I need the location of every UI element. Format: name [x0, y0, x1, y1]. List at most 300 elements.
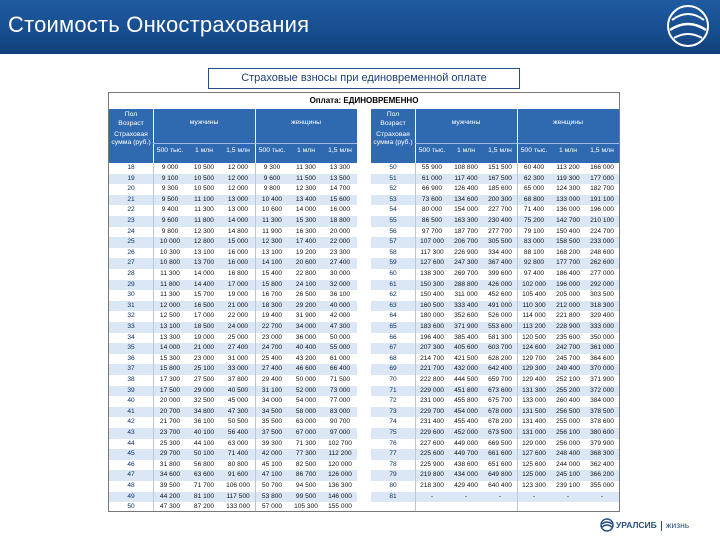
- premium-cell: 187 700: [454, 227, 478, 235]
- table-row: [371, 428, 619, 439]
- age-cell: 28: [127, 270, 135, 277]
- table-row: [371, 449, 619, 460]
- table-row: [371, 481, 619, 492]
- age-cell: 43: [127, 429, 135, 436]
- age-cell: 73: [389, 407, 397, 415]
- premium-cell: 405 600: [454, 344, 478, 352]
- premium-cell: 117 400: [454, 174, 478, 182]
- table-row: [371, 195, 619, 206]
- premium-cell: 77 000: [329, 397, 351, 405]
- premium-cell: 17 000: [193, 312, 215, 320]
- header-sum-500k: 500 тыс.: [418, 147, 446, 154]
- table-row: [109, 364, 357, 375]
- premium-cell: 36 000: [295, 333, 317, 341]
- age-cell: 64: [389, 312, 397, 320]
- premium-cell: 54 000: [295, 397, 317, 405]
- header-sum-500k: 500 тыс.: [258, 147, 286, 154]
- premium-cell: 80 000: [421, 206, 443, 214]
- table-row: [109, 396, 357, 407]
- table-row: [371, 174, 619, 185]
- table-row: [371, 258, 619, 269]
- premium-cell: 23 300: [329, 248, 351, 256]
- premium-cell: 186 400: [556, 270, 580, 277]
- premium-cell: 150 400: [556, 227, 580, 235]
- premium-cell: 334 400: [488, 248, 512, 256]
- brand-name: УРАЛСИБ: [616, 520, 657, 530]
- premium-cell: 13 000: [227, 195, 249, 203]
- premium-cell: 31 800: [159, 460, 181, 468]
- age-cell: 75: [389, 429, 397, 436]
- premium-cell: 80 800: [227, 460, 249, 468]
- premium-cell: 214 700: [420, 354, 444, 362]
- premium-cell: 13 100: [261, 248, 283, 256]
- premium-cell: 191 100: [590, 195, 614, 203]
- premium-cell: 329 400: [590, 312, 614, 320]
- premium-cell: 221 700: [420, 365, 444, 373]
- age-cell: 41: [127, 407, 135, 415]
- premium-cell: 129 000: [522, 439, 546, 447]
- premium-cell: 230 400: [488, 217, 512, 224]
- age-cell: 50: [389, 164, 397, 171]
- premium-cell: 22 700: [261, 323, 283, 330]
- premium-table: [108, 92, 620, 512]
- age-cell: 74: [389, 418, 397, 426]
- premium-cell: 10 600: [261, 206, 283, 214]
- premium-cell: 452 000: [454, 429, 478, 436]
- premium-cell: 50 000: [329, 333, 351, 341]
- premium-cell: 167 500: [488, 174, 512, 182]
- premium-cell: 438 600: [454, 460, 478, 468]
- premium-cell: 58 000: [295, 407, 317, 415]
- premium-cell: 526 000: [488, 312, 512, 320]
- premium-cell: -: [532, 492, 536, 500]
- premium-cell: 133 000: [226, 503, 250, 511]
- premium-cell: 20 000: [329, 227, 351, 235]
- premium-cell: 97 700: [421, 227, 443, 235]
- premium-cell: 15 300: [295, 217, 317, 224]
- premium-cell: 13 100: [193, 248, 215, 256]
- premium-cell: 40 100: [193, 429, 215, 436]
- premium-cell: 12 000: [227, 164, 249, 171]
- header-sum-500k: 500 тыс.: [156, 147, 184, 154]
- table-row: [371, 311, 619, 322]
- premium-cell: 182 700: [590, 185, 614, 193]
- premium-cell: 27 400: [227, 344, 249, 352]
- age-cell: 42: [127, 418, 135, 426]
- premium-cell: 14 400: [193, 280, 215, 288]
- premium-cell: 371 900: [454, 323, 478, 330]
- premium-cell: 13 700: [193, 259, 215, 267]
- premium-cell: 385 400: [454, 333, 478, 341]
- premium-cell: 10 500: [193, 185, 215, 193]
- premium-cell: 288 800: [454, 280, 478, 288]
- premium-cell: 25 300: [159, 439, 181, 447]
- premium-cell: 12 000: [227, 185, 249, 193]
- premium-cell: 449 000: [454, 439, 478, 447]
- premium-cell: 225 900: [420, 460, 444, 468]
- premium-cell: 9 500: [161, 195, 179, 203]
- age-cell: 70: [389, 376, 397, 383]
- premium-cell: 16 500: [193, 301, 215, 309]
- table-row: [371, 375, 619, 386]
- premium-cell: 81 100: [193, 492, 215, 500]
- premium-cell: 47 300: [159, 503, 181, 511]
- table-row: [371, 333, 619, 344]
- premium-cell: 127 600: [522, 450, 546, 458]
- age-cell: 80: [389, 482, 397, 489]
- premium-cell: 218 300: [420, 482, 444, 489]
- header-divider: [153, 109, 154, 163]
- premium-cell: 455 400: [454, 418, 478, 426]
- premium-cell: 131 000: [522, 429, 546, 436]
- premium-cell: 50 100: [193, 450, 215, 458]
- premium-cell: 14 800: [227, 227, 249, 235]
- premium-cell: 154 000: [454, 206, 478, 214]
- premium-cell: 11 800: [194, 217, 214, 224]
- premium-cell: 449 700: [454, 450, 478, 458]
- age-cell: 40: [127, 397, 135, 405]
- premium-cell: 350 000: [590, 333, 614, 341]
- column-divider: [153, 163, 154, 511]
- premium-cell: 126 400: [454, 185, 478, 193]
- premium-cell: 124 300: [556, 185, 580, 193]
- premium-cell: 200 300: [488, 195, 512, 203]
- premium-cell: 113 200: [522, 323, 546, 330]
- premium-cell: 134 600: [454, 195, 478, 203]
- premium-cell: 22 000: [329, 238, 351, 246]
- premium-cell: 36 100: [193, 418, 215, 426]
- premium-cell: 15 800: [159, 365, 181, 373]
- premium-cell: 675 700: [488, 397, 512, 405]
- premium-cell: 16 000: [227, 248, 249, 256]
- brand-tagline: жизнь: [665, 520, 690, 530]
- premium-cell: 361 000: [590, 344, 614, 352]
- header-sum-1m: 1 млн: [456, 147, 476, 154]
- page-title: Стоимость Онкострахования: [8, 12, 310, 37]
- age-cell: 56: [389, 227, 397, 235]
- premium-cell: 25 400: [261, 354, 283, 362]
- premium-cell: 136 000: [556, 206, 580, 214]
- premium-cell: 86 700: [295, 471, 317, 479]
- header-sex-label: Пол: [124, 111, 138, 118]
- premium-cell: 37 800: [227, 376, 249, 383]
- premium-cell: 661 600: [488, 450, 512, 458]
- table-row: [109, 280, 357, 291]
- header-banner: [0, 0, 720, 54]
- header-age-label: Возраст: [380, 120, 406, 127]
- premium-cell: 333 400: [454, 301, 478, 309]
- premium-cell: 379 900: [590, 439, 614, 447]
- table-row: [371, 227, 619, 238]
- age-cell: 39: [127, 386, 135, 394]
- table-row: [371, 301, 619, 312]
- table-row: [109, 460, 357, 471]
- table-row: [371, 280, 619, 291]
- premium-cell: 19 400: [261, 312, 283, 320]
- header-sum-1-5m: 1,5 млн: [328, 147, 352, 154]
- premium-cell: 86 500: [421, 217, 443, 224]
- premium-cell: 256 000: [556, 439, 580, 447]
- premium-cell: 131 500: [522, 407, 546, 415]
- premium-cell: 11 800: [160, 280, 180, 288]
- premium-cell: -: [600, 492, 604, 500]
- age-cell: 68: [389, 354, 397, 362]
- premium-cell: 150 400: [420, 291, 444, 299]
- table-row: [371, 343, 619, 354]
- table-row: [371, 470, 619, 481]
- premium-cell: 20 700: [159, 407, 181, 415]
- premium-cell: 14 000: [295, 206, 317, 214]
- premium-cell: 229 600: [420, 429, 444, 436]
- premium-cell: 77 300: [295, 450, 317, 458]
- premium-cell: 25 100: [193, 365, 215, 373]
- globe-logo-icon: [664, 2, 712, 50]
- age-cell: 77: [389, 450, 397, 458]
- premium-cell: 92 800: [523, 259, 545, 267]
- premium-cell: 91 600: [227, 471, 249, 479]
- column-divider: [517, 163, 518, 511]
- premium-cell: 73 000: [329, 386, 351, 394]
- table-row: [109, 195, 357, 206]
- age-cell: 22: [127, 206, 135, 214]
- table-row: [371, 237, 619, 248]
- premium-cell: 180 000: [420, 312, 444, 320]
- premium-cell: 13 300: [159, 333, 181, 341]
- premium-cell: 659 700: [488, 376, 512, 383]
- age-cell: 25: [127, 238, 135, 246]
- premium-cell: 34 500: [261, 407, 283, 415]
- age-cell: 38: [127, 376, 135, 383]
- premium-cell: 210 100: [590, 217, 614, 224]
- premium-cell: 355 000: [590, 482, 614, 489]
- premium-cell: 16 700: [261, 291, 283, 299]
- uralsib-mark-icon: [600, 518, 614, 532]
- header-women-label: женщины: [290, 119, 322, 126]
- premium-cell: 75 200: [523, 217, 545, 224]
- premium-cell: 235 600: [556, 333, 580, 341]
- age-cell: 44: [127, 439, 135, 447]
- age-cell: 58: [389, 248, 397, 256]
- table-row: [371, 417, 619, 428]
- premium-cell: 9 600: [161, 217, 179, 224]
- premium-cell: 318 300: [590, 301, 614, 309]
- premium-cell: 13 300: [329, 164, 351, 171]
- column-divider: [255, 163, 256, 511]
- premium-cell: 11 300: [296, 164, 316, 171]
- age-cell: 37: [127, 365, 135, 373]
- premium-cell: 113 200: [556, 164, 580, 171]
- age-cell: 29: [127, 280, 135, 288]
- premium-cell: 27 400: [329, 259, 351, 267]
- premium-cell: 131 300: [522, 386, 546, 394]
- premium-cell: -: [498, 492, 502, 500]
- age-cell: 67: [389, 344, 397, 352]
- premium-cell: 117 500: [226, 492, 250, 500]
- premium-cell: 61 000: [421, 174, 443, 182]
- premium-cell: 71 400: [227, 450, 249, 458]
- premium-cell: 10 500: [193, 164, 215, 171]
- premium-cell: 43 200: [295, 354, 317, 362]
- premium-cell: 18 300: [261, 301, 283, 309]
- premium-cell: 46 600: [295, 365, 317, 373]
- table-row: [109, 311, 357, 322]
- premium-cell: 13 500: [329, 174, 351, 182]
- premium-cell: 56 800: [193, 460, 215, 468]
- age-cell: 52: [389, 185, 397, 193]
- header-women-label: женщины: [552, 119, 584, 126]
- premium-cell: 71 300: [295, 439, 317, 447]
- premium-cell: 133 000: [522, 397, 546, 405]
- premium-cell: 432 000: [454, 365, 478, 373]
- premium-cell: 21 700: [159, 418, 181, 426]
- premium-cell: 40 000: [329, 301, 351, 309]
- table-caption: Оплата: ЕДИНОВРЕМЕННО: [309, 96, 419, 105]
- premium-cell: 14 000: [193, 270, 215, 277]
- age-cell: 49: [127, 492, 135, 500]
- premium-cell: 21 000: [193, 344, 215, 352]
- premium-cell: 177 000: [590, 174, 614, 182]
- premium-cell: 15 600: [329, 195, 351, 203]
- age-cell: 32: [127, 312, 135, 320]
- premium-cell: 26 500: [295, 291, 317, 299]
- table-row: [371, 492, 619, 503]
- premium-cell: 206 700: [454, 238, 478, 246]
- premium-cell: 30 000: [329, 270, 351, 277]
- premium-cell: 367 400: [488, 259, 512, 267]
- table-row: [109, 216, 357, 227]
- premium-cell: 40 400: [295, 344, 317, 352]
- header-sex-label: Пол: [386, 111, 400, 118]
- premium-cell: 491 000: [488, 301, 512, 309]
- premium-cell: 311 000: [454, 291, 478, 299]
- age-cell: 66: [389, 333, 397, 341]
- premium-cell: 131 400: [522, 418, 546, 426]
- premium-cell: 185 600: [488, 185, 512, 193]
- premium-cell: 27 400: [261, 365, 283, 373]
- header-sum-label: Страховая сумма (руб.): [111, 131, 151, 146]
- premium-cell: 18 800: [329, 217, 351, 224]
- premium-cell: 333 000: [590, 323, 614, 330]
- premium-cell: 53 800: [261, 492, 283, 500]
- premium-cell: 112 200: [328, 450, 352, 458]
- premium-cell: 245 700: [556, 354, 580, 362]
- footer-brand: [616, 518, 689, 532]
- premium-cell: 168 200: [556, 248, 580, 256]
- premium-cell: 244 000: [556, 460, 580, 468]
- premium-cell: 16 000: [329, 206, 351, 214]
- premium-cell: 451 800: [454, 386, 478, 394]
- premium-cell: 56 400: [227, 429, 249, 436]
- age-cell: 79: [389, 471, 397, 479]
- premium-cell: 15 700: [193, 291, 215, 299]
- age-cell: 62: [389, 291, 397, 299]
- premium-cell: 50 000: [295, 376, 317, 383]
- premium-cell: 71 400: [523, 206, 545, 214]
- premium-cell: 158 500: [556, 238, 580, 246]
- header-age-label: Возраст: [118, 120, 144, 127]
- premium-cell: 146 000: [328, 492, 352, 500]
- premium-cell: 248 400: [556, 450, 580, 458]
- premium-cell: 24 700: [261, 344, 283, 352]
- age-cell: 45: [127, 450, 135, 458]
- premium-cell: 21 000: [227, 301, 249, 309]
- premium-cell: 269 700: [454, 270, 478, 277]
- premium-cell: 17 000: [227, 280, 249, 288]
- premium-cell: 155 000: [328, 503, 352, 511]
- premium-cell: 23 700: [159, 429, 181, 436]
- premium-cell: 13 000: [227, 206, 249, 214]
- premium-cell: 12 300: [193, 227, 215, 235]
- table-row: [371, 290, 619, 301]
- premium-cell: 249 400: [556, 365, 580, 373]
- premium-cell: 9 400: [161, 206, 179, 214]
- age-cell: 27: [127, 259, 135, 267]
- age-cell: 63: [389, 301, 397, 309]
- premium-cell: 255 000: [556, 418, 580, 426]
- premium-cell: 44 100: [193, 439, 215, 447]
- premium-cell: 88 100: [523, 248, 545, 256]
- premium-cell: 603 700: [488, 344, 512, 352]
- premium-cell: 366 200: [590, 471, 614, 479]
- header-divider: [255, 109, 256, 163]
- premium-cell: 15 000: [227, 238, 249, 246]
- premium-cell: 17 400: [295, 238, 317, 246]
- premium-cell: 79 100: [523, 227, 545, 235]
- premium-cell: 19 200: [295, 248, 317, 256]
- premium-cell: 62 300: [523, 174, 545, 182]
- table-row: [109, 439, 357, 450]
- age-cell: 54: [389, 206, 397, 214]
- premium-cell: 429 400: [454, 482, 478, 489]
- premium-cell: 71 700: [193, 482, 215, 489]
- premium-cell: 39 500: [159, 482, 181, 489]
- premium-cell: 23 000: [261, 333, 283, 341]
- premium-cell: 262 600: [590, 259, 614, 267]
- premium-cell: 15 300: [159, 354, 181, 362]
- table-row: [109, 343, 357, 354]
- premium-cell: 29 700: [159, 450, 181, 458]
- premium-cell: 68 800: [523, 195, 545, 203]
- premium-cell: 166 000: [590, 164, 614, 171]
- table-row: [109, 386, 357, 397]
- premium-cell: 50 500: [227, 418, 249, 426]
- premium-cell: 673 500: [488, 429, 512, 436]
- premium-cell: 219 800: [420, 471, 444, 479]
- age-cell: 47: [127, 471, 135, 479]
- header-sum-1-5m: 1,5 млн: [226, 147, 250, 154]
- table-row: [109, 375, 357, 386]
- section-subtitle: Страховые взносы при единовременной оплате: [208, 68, 520, 89]
- column-divider: [415, 163, 416, 511]
- premium-cell: 378 600: [590, 418, 614, 426]
- header-divider: [517, 109, 518, 163]
- premium-cell: 57 000: [261, 503, 283, 511]
- table-row: [109, 449, 357, 460]
- table-row: [109, 322, 357, 333]
- premium-cell: 129 700: [522, 354, 546, 362]
- age-cell: 61: [389, 280, 397, 288]
- brand-separator: [661, 521, 662, 531]
- premium-cell: 65 000: [523, 185, 545, 193]
- premium-cell: 24 100: [295, 280, 317, 288]
- table-row: [371, 216, 619, 227]
- premium-cell: 177 700: [556, 259, 580, 267]
- premium-cell: 678 000: [488, 407, 512, 415]
- premium-cell: 16 800: [227, 270, 249, 277]
- premium-cell: 47 100: [261, 471, 283, 479]
- premium-cell: 45 100: [261, 460, 283, 468]
- table-row: [371, 163, 619, 174]
